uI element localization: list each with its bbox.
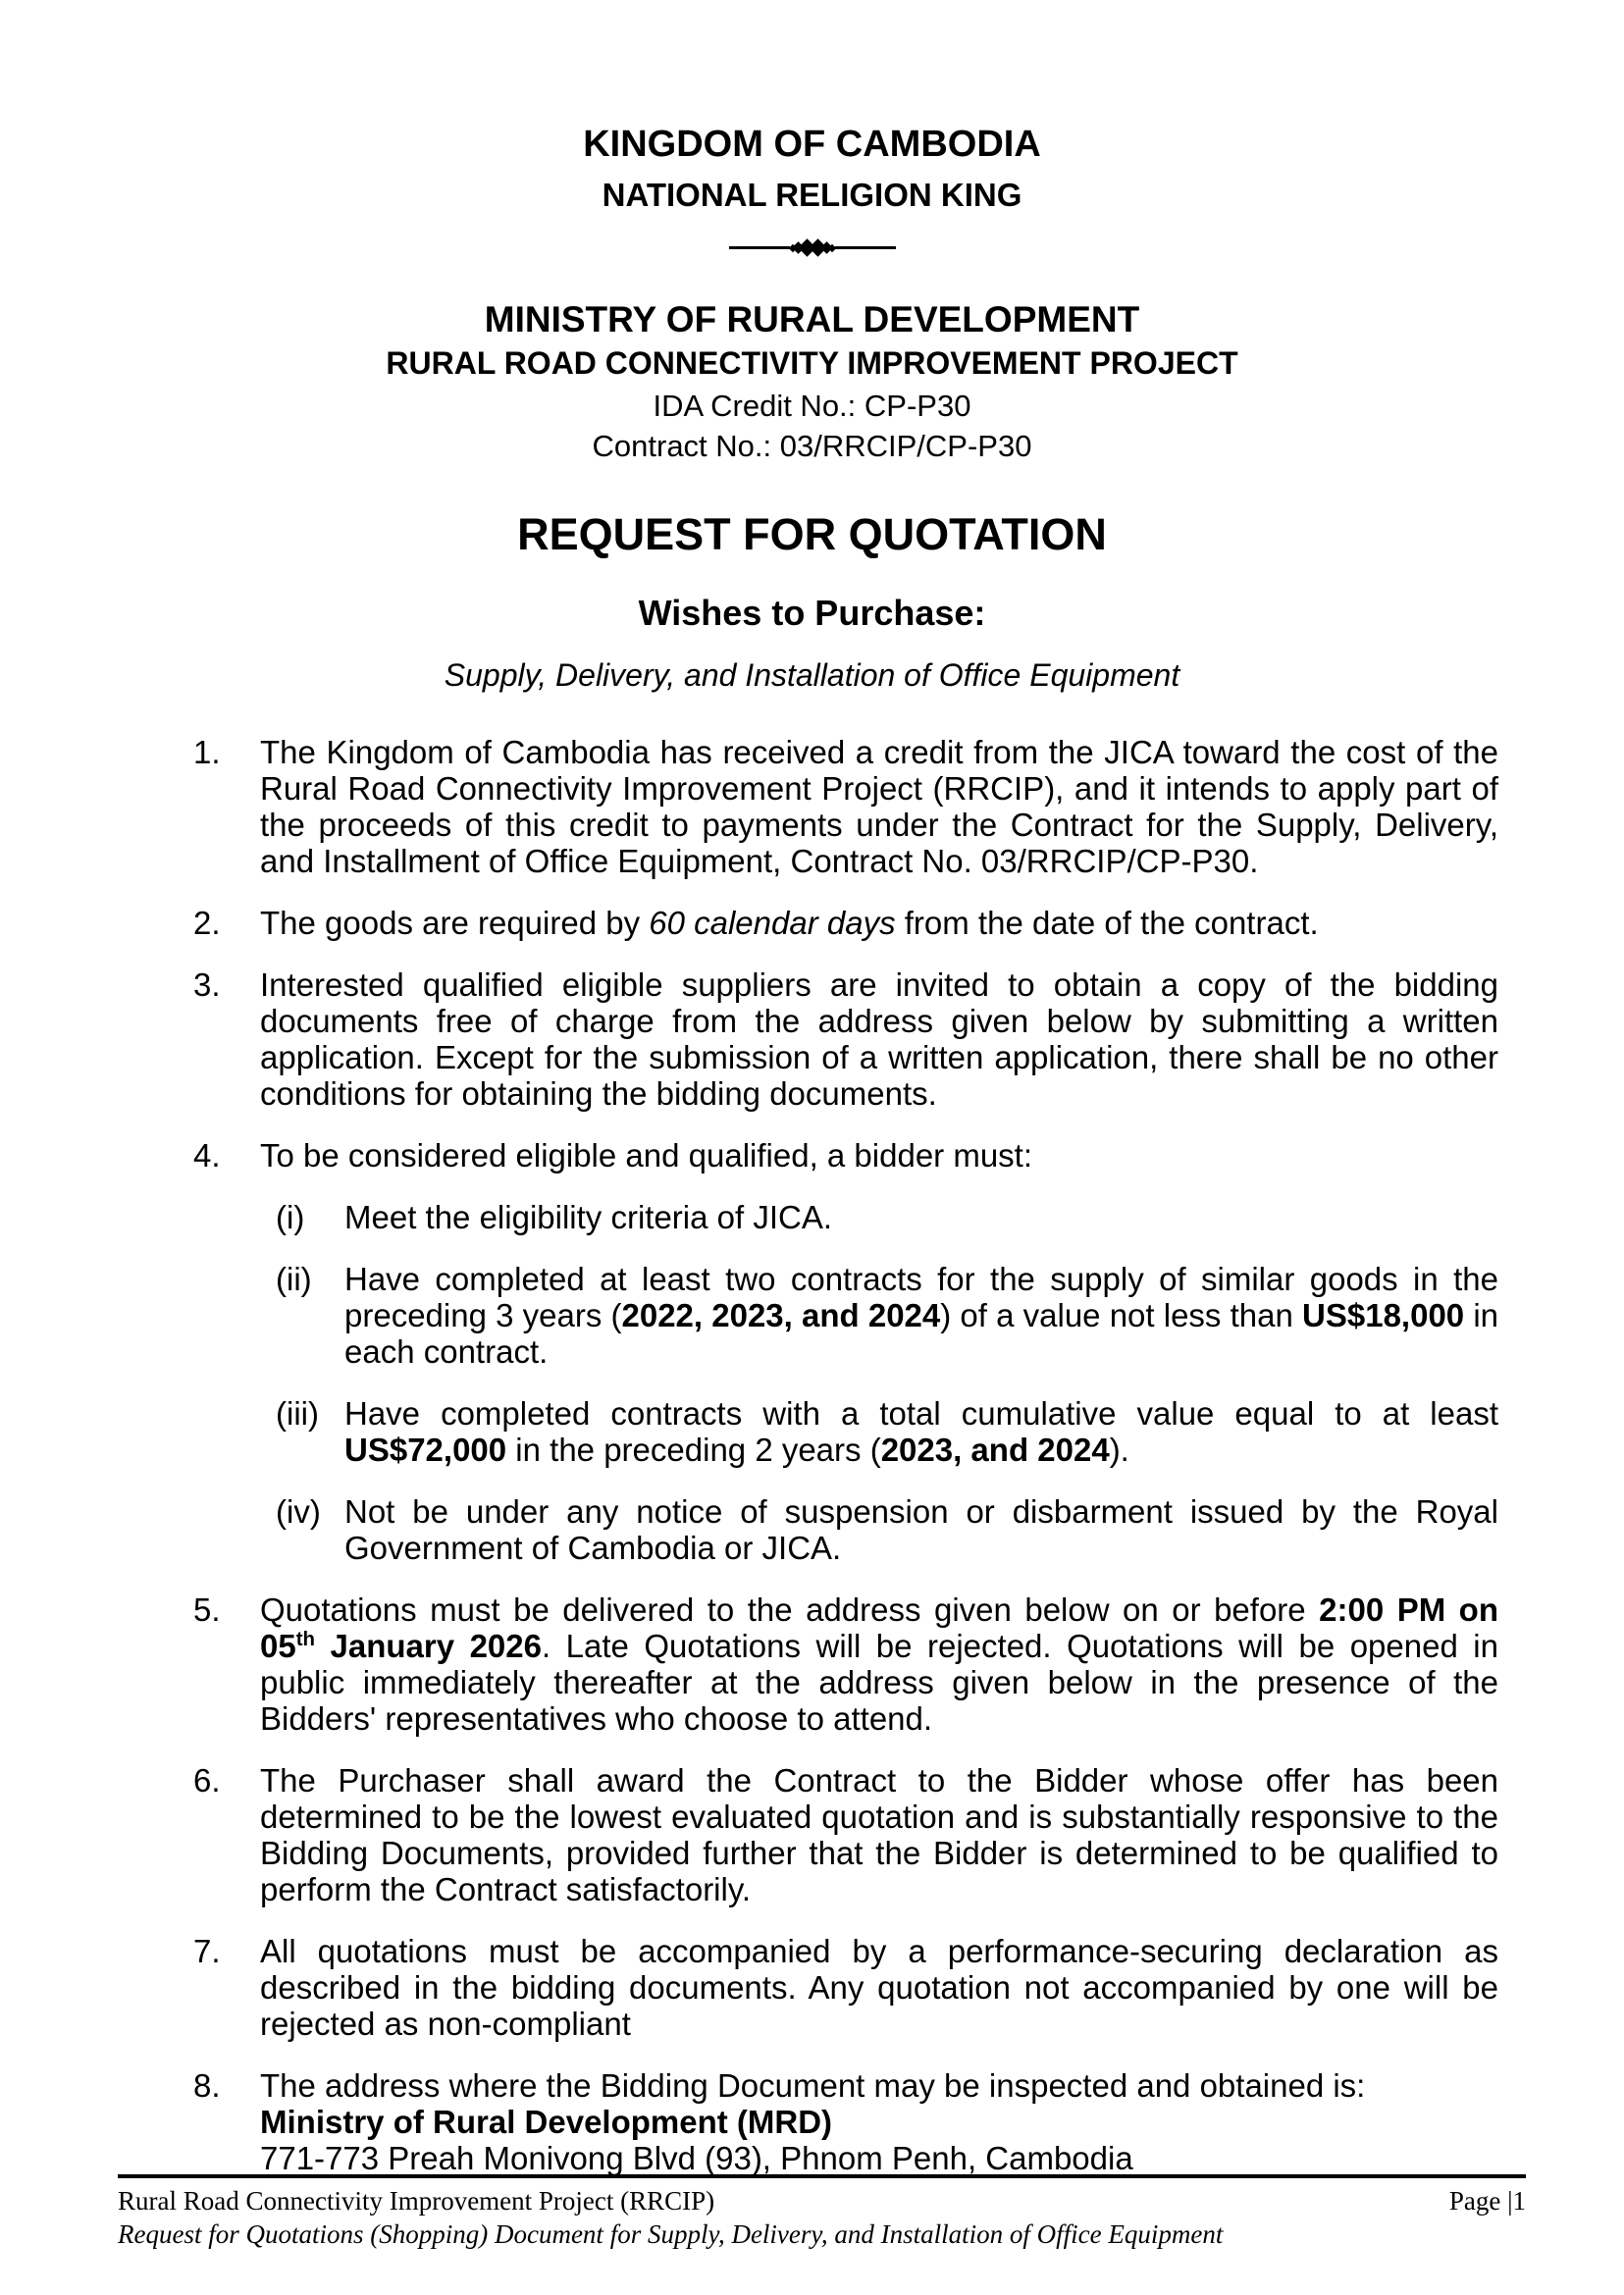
item-text: The Purchaser shall award the Contract to the Bidder whose offer has been determined to be the lowest evaluated quotation and is substantially responsive to the Bidding Documents, provided further that the Bidder is determined to be qualified to perform the Contract satisfactorily. bbox=[260, 1761, 1498, 1907]
footer-page-number: Page |1 bbox=[1448, 2186, 1526, 2216]
item-number: 3. bbox=[193, 965, 221, 1003]
list-item bbox=[193, 1762, 1498, 1907]
list-item bbox=[193, 1933, 1498, 2042]
subitem-text: Meet the eligibility criteria of JICA. bbox=[344, 1198, 833, 1235]
subitem-text: Not be under any notice of suspension or disbarment issued by the Royal Government of Cambodia or JICA. bbox=[344, 1492, 1498, 1566]
document-title: REQUEST FOR QUOTATION bbox=[517, 509, 1107, 560]
item-number: 4. bbox=[193, 1136, 221, 1174]
sub-list-item bbox=[276, 1199, 1498, 1235]
list-item bbox=[193, 2067, 1498, 2176]
item-text: Interested qualified eligible suppliers are invited to obtain a copy of the bidding documents free of charge from the address given below by submitting a written application. Except for the submission of a written application, there shall be no other conditions for obtaining the bidding documents. bbox=[260, 965, 1498, 1112]
item-body bbox=[260, 905, 1498, 941]
ornament-divider bbox=[0, 240, 1624, 256]
kingdom-title: KINGDOM OF CAMBODIA bbox=[583, 124, 1041, 165]
ida-credit-number: IDA Credit No.: CP-P30 bbox=[653, 388, 971, 423]
item-text: To be considered eligible and qualified, a bidder must: bbox=[260, 1136, 1033, 1174]
item-body bbox=[260, 1762, 1498, 1907]
project-title: RURAL ROAD CONNECTIVITY IMPROVEMENT PROJECT bbox=[386, 345, 1238, 382]
list-item bbox=[193, 966, 1498, 1112]
footer-project-line: Rural Road Connectivity Improvement Project (RRCIP) bbox=[118, 2186, 715, 2216]
page-footer bbox=[118, 2174, 1526, 2251]
item-number: 1. bbox=[193, 733, 221, 770]
item-text: The Kingdom of Cambodia has received a credit from the JICA toward the cost of the Rural Road Connectivity Improvement Project (RRCIP), and it intends to apply part of the proceeds of this credit to payments under the Contract for the Supply, Delivery, and Installment of Office Equipment, Contract No. 03/RRCIP/CP-P30. bbox=[260, 733, 1498, 879]
item-text: Quotations must be delivered to the address given below on or before 2:00 PM on 05th January 2026. Late Quotations will be rejected. Quotations will be opened in public immediately thereafter at the address given below in the presence of the Bidders' representatives who choose to attend. bbox=[260, 1591, 1498, 1737]
contract-number: Contract No.: 03/RRCIP/CP-P30 bbox=[592, 428, 1032, 463]
national-motto: NATIONAL RELIGION KING bbox=[602, 176, 1022, 213]
sub-list-item bbox=[276, 1493, 1498, 1566]
item-body bbox=[260, 2067, 1498, 2176]
item-text: The address where the Bidding Document may be inspected and obtained is: Ministry of Rural Development (MRD) 771-773 Preah Monivong Blvd (93), Phnom Penh, Cambodia bbox=[260, 2066, 1366, 2176]
list-item bbox=[193, 1591, 1498, 1737]
footer-row bbox=[118, 2184, 1526, 2217]
ornament-line-right bbox=[835, 246, 896, 249]
purchase-heading: Wishes to Purchase: bbox=[638, 593, 986, 634]
subitem-marker: (iv) bbox=[276, 1492, 321, 1530]
list-item bbox=[193, 905, 1498, 941]
item-body bbox=[260, 966, 1498, 1112]
subitem-marker: (ii) bbox=[276, 1260, 312, 1297]
item-text: The goods are required by 60 calendar days from the date of the contract. bbox=[260, 904, 1319, 941]
item-text: All quotations must be accompanied by a performance-securing declaration as described in the bidding documents. Any quotation not accompanied by one will be rejected as non-compliant bbox=[260, 1932, 1498, 2042]
list-item bbox=[193, 734, 1498, 879]
item-number: 6. bbox=[193, 1761, 221, 1799]
sub-list-item bbox=[276, 1261, 1498, 1370]
document-header bbox=[0, 0, 1624, 693]
item-body bbox=[260, 1933, 1498, 2042]
item-body bbox=[260, 1137, 1498, 1566]
item-number: 2. bbox=[193, 904, 221, 941]
ornament-diamonds bbox=[791, 241, 834, 254]
item-number: 5. bbox=[193, 1591, 221, 1628]
sub-list-item bbox=[276, 1395, 1498, 1468]
ministry-title: MINISTRY OF RURAL DEVELOPMENT bbox=[484, 298, 1140, 339]
subitem-text: Have completed at least two contracts for the supply of similar goods in the preceding 3 years (2022, 2023, and 2024) of a value not less than US$18,000 in each contract. bbox=[344, 1260, 1499, 1370]
list-item bbox=[193, 1137, 1498, 1566]
items-list bbox=[193, 734, 1498, 2176]
item-number: 7. bbox=[193, 1932, 221, 1969]
subitem-marker: (i) bbox=[276, 1198, 305, 1235]
subitem-marker: (iii) bbox=[276, 1394, 319, 1432]
item-number: 8. bbox=[193, 2066, 221, 2104]
subitem-text: Have completed contracts with a total cumulative value equal to at least US$72,000 in the preceding 2 years (2023, and 2024). bbox=[344, 1394, 1498, 1468]
item-body bbox=[260, 1591, 1498, 1737]
purchase-subject: Supply, Delivery, and Installation of Office Equipment bbox=[444, 657, 1180, 694]
footer-document-line: Request for Quotations (Shopping) Document for Supply, Delivery, and Installation of Office Equipment bbox=[118, 2219, 1224, 2249]
item-body bbox=[260, 734, 1498, 879]
ornament-line-left bbox=[729, 246, 790, 249]
